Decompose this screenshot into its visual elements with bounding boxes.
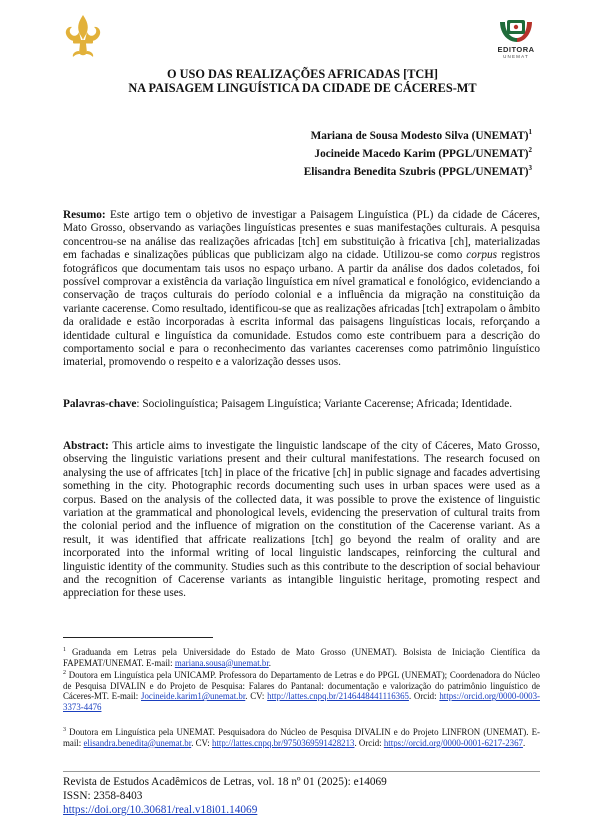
- footnote-3-orcid-link[interactable]: https://orcid.org/0000-0001-6217-2367: [383, 737, 523, 748]
- author-1-footnote-mark[interactable]: 1: [528, 128, 532, 136]
- paper-title-line1: O USO DAS REALIZAÇÕES AFRICADAS [TCH]: [167, 67, 438, 81]
- journal-citation: Revista de Estudos Acadêmicos de Letras, vol. 18 nº 01 (2025): e14069: [63, 776, 387, 788]
- keywords-label: Palavras-chave: [63, 398, 137, 410]
- footnote-3: $^3$ Doutora em Linguística pela UNEMAT. Pesquisadora do Núcleo de Pesquisa DIVALIN e do Projeto LINFRON (UNEMAT). E-mail: elisandra.benedita@unemat.br. CV: http://lattes.cnpq.br/9750369591428213. Orcid: https://orcid.org/0000-0001-6217-2367.: [63, 726, 540, 748]
- fleur-de-lis-icon: [60, 13, 106, 59]
- editora-brand-sub: UNEMAT: [503, 54, 529, 59]
- author-2-footnote-mark[interactable]: 2: [528, 146, 532, 155]
- footnote-divider: [63, 637, 213, 638]
- footnote-3-email-link[interactable]: elisandra.benedita@unemat.br: [83, 737, 192, 748]
- editora-logo-icon: [486, 18, 546, 45]
- editora-logo: [486, 18, 546, 70]
- resumo-label: Resumo:: [63, 209, 106, 221]
- resumo-paragraph: Resumo: Este artigo tem o objetivo de investigar a Paisagem Linguística (PL) da cidade de Cáceres, Mato Grosso, observando as variações linguísticas presentes e suas manifestações culturais. A pesquisa concentrou-se na análise das realizações africadas [tch] em substituição à fricativa [ch], materializadas em fachadas e sinalizações públicas que publicizam algo na cidade. Utilizou-se como corpus registros fotográficos que documentam tais usos no espaço urbano. A partir da análise dos dados coletados, foi possível comprovar a existência da variação linguística em nível gramatical e fonológico, evidenciando a conservação de traços culturais do período colonial e a influência da migração na constituição da variante cacerense. Como resultado, identificou-se que as realizações africadas [tch] extrapolam o âmbito da oralidade e estão incorporadas à escrita informal das paisagens linguísticas locais, reforçando a identidade cultural e linguística da comunidade. Estudos como este contribuem para a descrição do comportamento social e para o reconhecimento das variantes cacerenses como patrimônio linguístico imaterial, promovendo o respeito e a valorização desses usos.: [63, 209, 540, 369]
- author-3-footnote-mark[interactable]: 3: [528, 164, 532, 173]
- footnote-2-cv-link[interactable]: http://lattes.cnpq.br/2146448441116365: [267, 691, 409, 702]
- footnote-3-cv-link[interactable]: http://lattes.cnpq.br/9750369591428213: [212, 737, 355, 748]
- footer-divider: [63, 771, 540, 772]
- footnote-1: $^1$ Graduanda em Letras pela Universidade do Estado de Mato Grosso (UNEMAT). Bolsista de Iniciação Científica da FAPEMAT/UNEMAT. E-mail: mariana.sousa@unemat.br.: [63, 646, 540, 668]
- author-list: [304, 125, 532, 179]
- author-2: Jocineide Macedo Karim (PPGL/UNEMAT)$^2$: [314, 146, 532, 160]
- footnote-2-email-link[interactable]: Jocineide.karim1@unemat.br: [141, 691, 246, 702]
- editora-brand-text: EDITORA: [497, 45, 535, 54]
- paper-title-line2: NA PAISAGEM LINGUÍSTICA DA CIDADE DE CÁCERES-MT: [128, 81, 477, 95]
- keywords-paragraph: Palavras-chave: Sociolinguística; Paisagem Linguística; Variante Cacerense; Africada; Identidade.: [63, 398, 513, 410]
- journal-issn: ISSN: 2358-8403: [63, 790, 143, 802]
- corpus-term: corpus: [466, 249, 498, 262]
- author-3: Elisandra Benedita Szubris (PPGL/UNEMAT)$^3$: [303, 164, 532, 178]
- footnote-2-orcid-link[interactable]: https://orcid.org/0000-0003-3373-4476: [63, 691, 540, 712]
- footnote-1-email-link[interactable]: mariana.sousa@unemat.br: [174, 657, 269, 668]
- author-1: Mariana de Sousa Modesto Silva (UNEMAT)$^1$: [310, 128, 532, 142]
- footnote-2: $^2$ Doutora em Linguística pela UNICAMP. Professora do Departamento de Letras e do PPGL (UNEMAT); Coordenadora do Núcleo de Pesquisa DIVALIN e do Projeto de Pesquisa: Falares do Pantanal: documentação e valorização do patrimônio linguístico de Cáceres-MT. E-mail: Jocineide.karim1@unemat.br. CV: http://lattes.cnpq.br/2146448441116365. Orcid: https://orcid.org/0000-0003-3373-4476: [63, 669, 540, 712]
- abstract-label: Abstract:: [63, 440, 109, 452]
- journal-doi-link[interactable]: https://doi.org/10.30681/real.v18i01.14069: [63, 804, 258, 816]
- abstract-paragraph: Abstract: This article aims to investigate the linguistic landscape of the city of Cáceres, Mato Grosso, observing the linguistic variations present and their cultural manifestations. The research focused on analysing the use of affricates [tch] in place of the fricative [ch] in public signage and facades advertising something in the city. Photographic records documenting such uses in urban spaces were used as a corpus. Based on the analysis of the collected data, it was possible to prove the existence of linguistic variation at the grammatical and phonological levels, evidencing the preservation of cultural traits from the colonial period and the influence of migration on the constitution of the Cacerense variant. As a result, it was identified that affricate realizations [tch] go beyond the realm of orality and are incorporated into the informal writing of local linguistic landscapes, reinforcing the cultural and linguistic identity of the community. Studies such as this contribute to the description of social behaviour and the recognition of Cacerense variants as intangible linguistic heritage, promoting respect and appreciation for these uses.: [63, 440, 540, 600]
